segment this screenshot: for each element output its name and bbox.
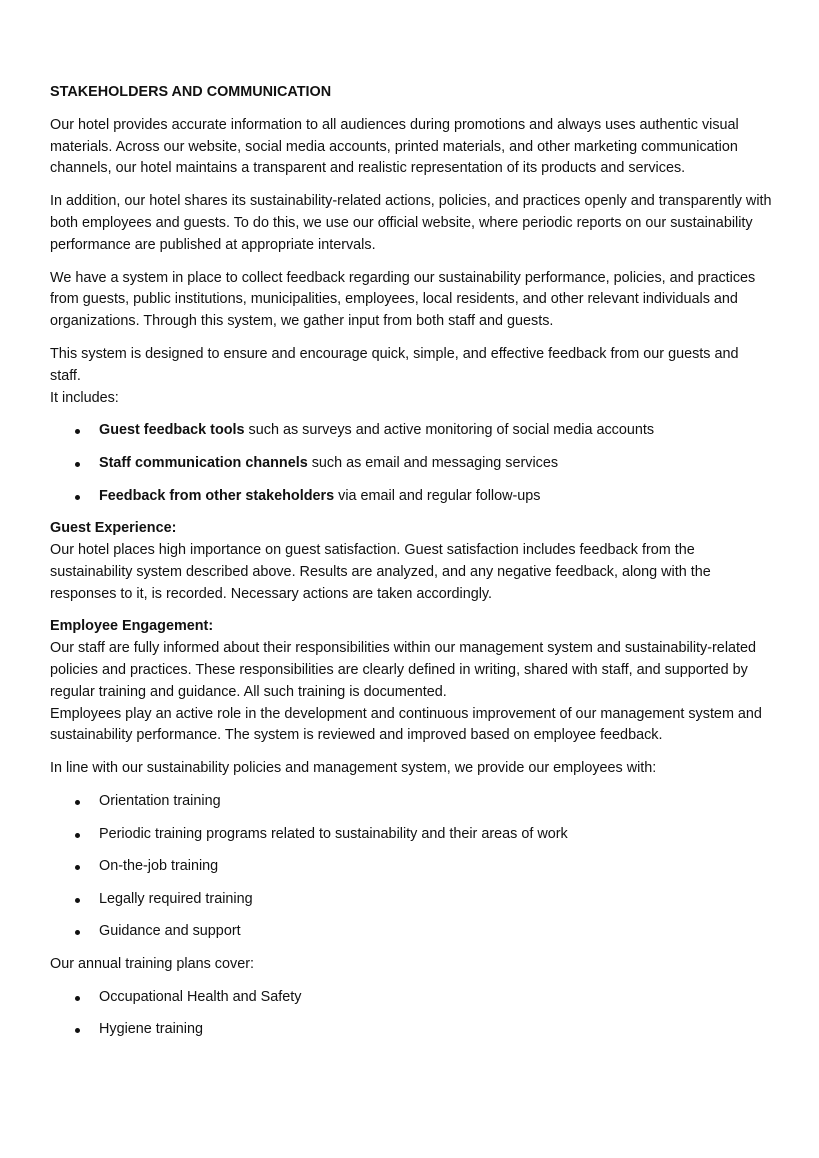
list-item: Occupational Health and Safety: [50, 987, 772, 1009]
document-page: [50, 82, 772, 1052]
paragraph-accurate-info: Our hotel provides accurate information to all audiences during promotions and always uses authentic visual materials. Across our website, social media accounts, printed materials, and other marketing communication channels, our hotel maintains a transparent and realistic representation of its products and services.: [50, 116, 739, 177]
list-item: [50, 486, 772, 508]
employee-engagement-text-1: Our staff are fully informed about their responsibilities within our management system and sustainability-related policies and practices. These responsibilities are clearly defined in writing, shared with staff, and supported by regular training and guidance. All such training is documented.: [50, 640, 757, 700]
guest-experience-section: [50, 518, 772, 605]
list-item-text: such as email and messaging services: [307, 454, 559, 471]
list-item: Periodic training programs related to sustainability and their areas of work: [50, 824, 772, 846]
guest-experience-heading: Guest Experience:: [50, 520, 177, 537]
list-item: Guidance and support: [50, 921, 772, 943]
provide-list: [50, 791, 772, 943]
section-title: STAKEHOLDERS AND COMMUNICATION: [50, 84, 332, 100]
paragraph-transparency: In addition, our hotel shares its sustainability-related actions, policies, and practices openly and transparently with both employees and guests. To do this, we use our official website, where periodic reports on our sustainability performance are published at appropriate intervals.: [50, 193, 772, 253]
paragraph-feedback-system: We have a system in place to collect feedback regarding our sustainability performance, policies, and practices from guests, public institutions, municipalities, employees, local residents, and other relevant individuals and organizations. Through this system, we gather input from both staff and guests.: [50, 269, 756, 330]
system-design-text: This system is designed to ensure and encourage quick, simple, and effective feedback from our guests and staff.: [50, 345, 739, 384]
list-item: [50, 453, 772, 475]
list-item-text: via email and regular follow-ups: [334, 487, 541, 504]
list-item-bold: Guest feedback tools: [99, 422, 245, 439]
it-includes-text: It includes:: [50, 389, 119, 406]
list-item: Legally required training: [50, 889, 772, 911]
list-item: Orientation training: [50, 791, 772, 813]
employee-engagement-heading: Employee Engagement:: [50, 618, 214, 635]
employee-engagement-text-2: Employees play an active role in the development and continuous improvement of our management system and sustainability performance. The system is reviewed and improved based on employee feedback.: [50, 705, 762, 744]
list-item-text: such as surveys and active monitoring of social media accounts: [244, 422, 655, 439]
guest-experience-text: Our hotel places high importance on guest satisfaction. Guest satisfaction includes feedback from the sustainability system described above. Results are analyzed, and any negative feedback, along with the responses to it, is recorded. Necessary actions are taken accordingly.: [50, 541, 711, 602]
annual-intro: Our annual training plans cover:: [50, 955, 254, 972]
list-item: [50, 420, 772, 442]
list-item-bold: Feedback from other stakeholders: [99, 487, 335, 504]
provide-intro: In line with our sustainability policies and management system, we provide our employees with:: [50, 760, 657, 777]
list-item: Hygiene training: [50, 1019, 772, 1041]
paragraph-system-design: [50, 344, 772, 409]
employee-engagement-section: [50, 616, 772, 747]
annual-list: [50, 987, 772, 1041]
feedback-list: [50, 420, 772, 507]
list-item: On-the-job training: [50, 856, 772, 878]
list-item-bold: Staff communication channels: [99, 454, 308, 471]
